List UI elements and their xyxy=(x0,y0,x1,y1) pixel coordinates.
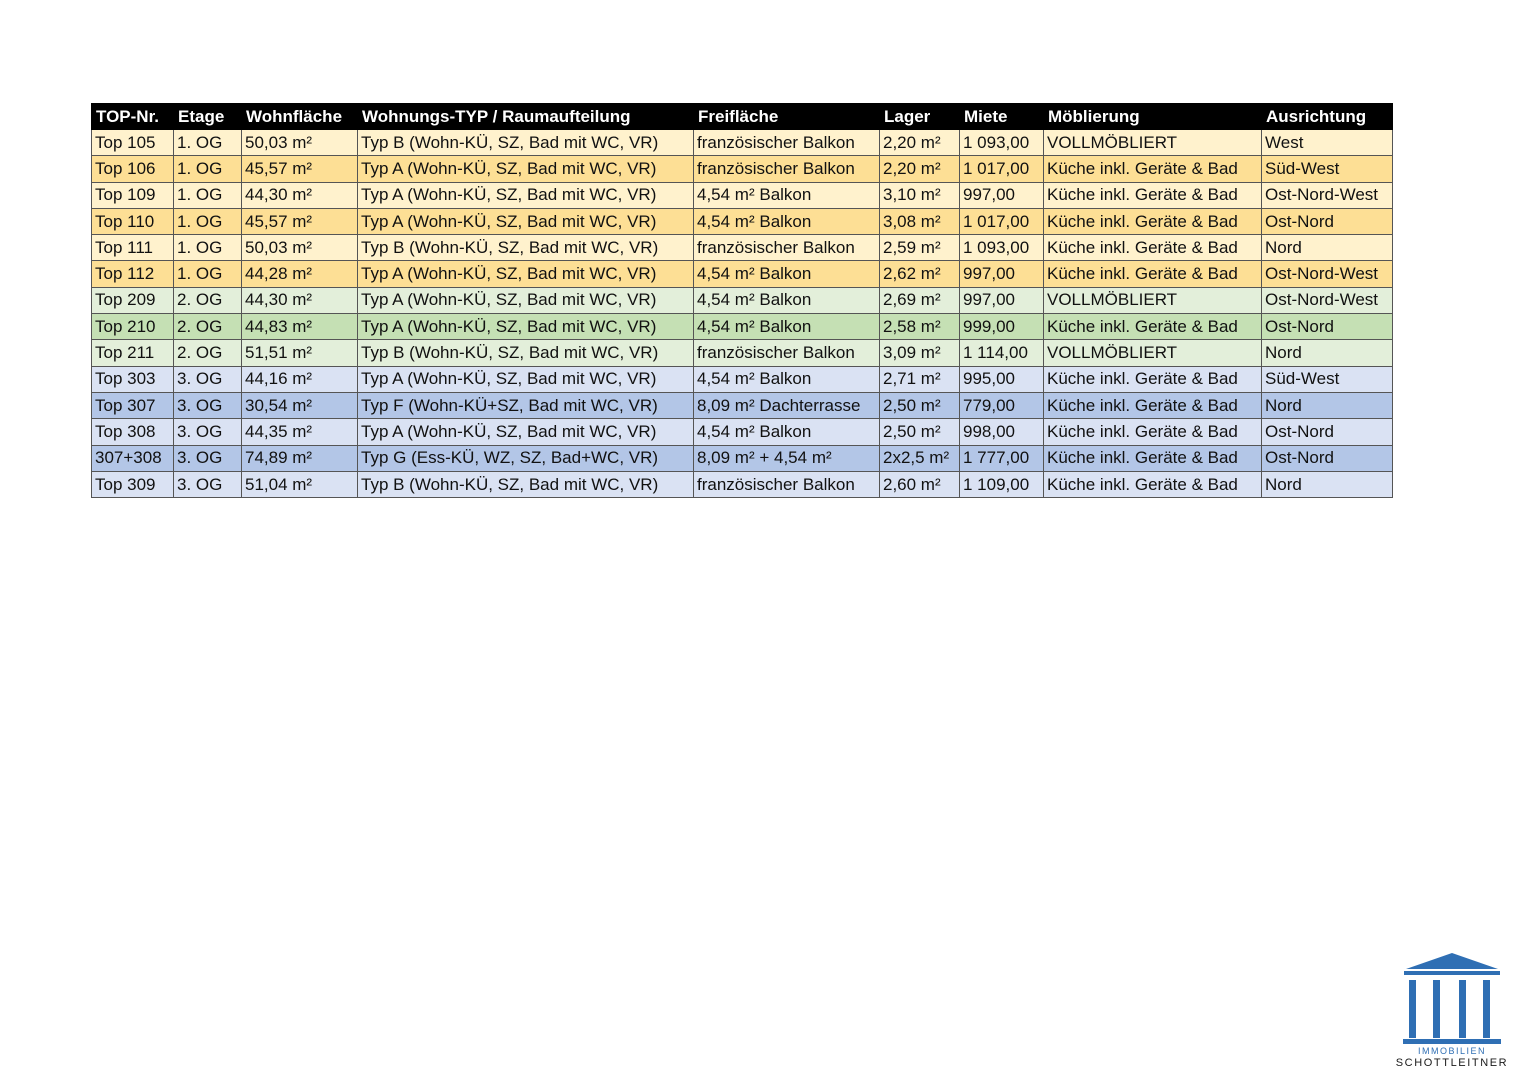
header-miete: Miete xyxy=(960,104,1044,130)
header-top-nr: TOP-Nr. xyxy=(92,104,174,130)
cell-ausrichtung: Ost-Nord-West xyxy=(1262,261,1393,287)
cell-freiflaeche: 4,54 m² Balkon xyxy=(694,208,880,234)
cell-etage: 1. OG xyxy=(174,261,242,287)
table-row xyxy=(92,392,1393,418)
table-row xyxy=(92,156,1393,182)
header-row xyxy=(92,104,1393,130)
table-row xyxy=(92,314,1393,340)
cell-top-nr: Top 109 xyxy=(92,182,174,208)
cell-wohnflaeche: 45,57 m² xyxy=(242,156,358,182)
cell-etage: 3. OG xyxy=(174,392,242,418)
cell-lager: 2,58 m² xyxy=(880,314,960,340)
table-row xyxy=(92,208,1393,234)
cell-ausrichtung: Nord xyxy=(1262,340,1393,366)
cell-moeblierung: Küche inkl. Geräte & Bad xyxy=(1044,235,1262,261)
table-row xyxy=(92,182,1393,208)
cell-miete: 997,00 xyxy=(960,182,1044,208)
header-ausrichtung: Ausrichtung xyxy=(1262,104,1393,130)
cell-etage: 2. OG xyxy=(174,287,242,313)
cell-wohnflaeche: 44,16 m² xyxy=(242,366,358,392)
cell-moeblierung: VOLLMÖBLIERT xyxy=(1044,130,1262,156)
cell-freiflaeche: 4,54 m² Balkon xyxy=(694,366,880,392)
cell-miete: 999,00 xyxy=(960,314,1044,340)
header-wohnflaeche: Wohnfläche xyxy=(242,104,358,130)
cell-miete: 1 017,00 xyxy=(960,156,1044,182)
cell-freiflaeche: 8,09 m² Dachterrasse xyxy=(694,392,880,418)
cell-freiflaeche: französischer Balkon xyxy=(694,340,880,366)
header-etage: Etage xyxy=(174,104,242,130)
cell-lager: 2,59 m² xyxy=(880,235,960,261)
cell-top-nr: Top 309 xyxy=(92,471,174,497)
cell-wohnungstyp: Typ A (Wohn-KÜ, SZ, Bad mit WC, VR) xyxy=(358,314,694,340)
table-row xyxy=(92,261,1393,287)
cell-lager: 2,50 m² xyxy=(880,392,960,418)
cell-ausrichtung: West xyxy=(1262,130,1393,156)
apartment-table xyxy=(91,103,1393,498)
cell-top-nr: 307+308 xyxy=(92,445,174,471)
cell-miete: 1 093,00 xyxy=(960,235,1044,261)
cell-lager: 2x2,5 m² xyxy=(880,445,960,471)
cell-top-nr: Top 112 xyxy=(92,261,174,287)
cell-ausrichtung: Ost-Nord xyxy=(1262,419,1393,445)
cell-wohnflaeche: 44,35 m² xyxy=(242,419,358,445)
cell-etage: 3. OG xyxy=(174,419,242,445)
cell-miete: 1 114,00 xyxy=(960,340,1044,366)
cell-wohnungstyp: Typ B (Wohn-KÜ, SZ, Bad mit WC, VR) xyxy=(358,130,694,156)
cell-wohnungstyp: Typ A (Wohn-KÜ, SZ, Bad mit WC, VR) xyxy=(358,261,694,287)
cell-etage: 1. OG xyxy=(174,208,242,234)
cell-lager: 2,20 m² xyxy=(880,156,960,182)
cell-etage: 3. OG xyxy=(174,445,242,471)
cell-etage: 1. OG xyxy=(174,182,242,208)
cell-wohnungstyp: Typ G (Ess-KÜ, WZ, SZ, Bad+WC, VR) xyxy=(358,445,694,471)
cell-top-nr: Top 308 xyxy=(92,419,174,445)
cell-wohnflaeche: 44,28 m² xyxy=(242,261,358,287)
cell-wohnflaeche: 44,30 m² xyxy=(242,287,358,313)
cell-freiflaeche: 4,54 m² Balkon xyxy=(694,261,880,287)
header-moeblierung: Möblierung xyxy=(1044,104,1262,130)
cell-lager: 2,62 m² xyxy=(880,261,960,287)
cell-ausrichtung: Nord xyxy=(1262,392,1393,418)
cell-wohnflaeche: 45,57 m² xyxy=(242,208,358,234)
cell-moeblierung: Küche inkl. Geräte & Bad xyxy=(1044,445,1262,471)
cell-moeblierung: Küche inkl. Geräte & Bad xyxy=(1044,182,1262,208)
logo-text-schottleitner: SCHOTTLEITNER xyxy=(1395,1057,1509,1069)
cell-etage: 2. OG xyxy=(174,314,242,340)
cell-wohnungstyp: Typ A (Wohn-KÜ, SZ, Bad mit WC, VR) xyxy=(358,182,694,208)
cell-miete: 997,00 xyxy=(960,261,1044,287)
cell-miete: 997,00 xyxy=(960,287,1044,313)
cell-top-nr: Top 303 xyxy=(92,366,174,392)
cell-top-nr: Top 111 xyxy=(92,235,174,261)
cell-freiflaeche: 4,54 m² Balkon xyxy=(694,182,880,208)
cell-top-nr: Top 209 xyxy=(92,287,174,313)
cell-wohnungstyp: Typ A (Wohn-KÜ, SZ, Bad mit WC, VR) xyxy=(358,156,694,182)
cell-moeblierung: Küche inkl. Geräte & Bad xyxy=(1044,208,1262,234)
cell-wohnflaeche: 44,83 m² xyxy=(242,314,358,340)
header-freiflaeche: Freifläche xyxy=(694,104,880,130)
cell-miete: 998,00 xyxy=(960,419,1044,445)
table-row xyxy=(92,130,1393,156)
cell-top-nr: Top 307 xyxy=(92,392,174,418)
cell-ausrichtung: Süd-West xyxy=(1262,156,1393,182)
cell-wohnungstyp: Typ F (Wohn-KÜ+SZ, Bad mit WC, VR) xyxy=(358,392,694,418)
table-row xyxy=(92,366,1393,392)
cell-miete: 1 017,00 xyxy=(960,208,1044,234)
cell-lager: 3,10 m² xyxy=(880,182,960,208)
cell-ausrichtung: Ost-Nord-West xyxy=(1262,287,1393,313)
cell-lager: 2,69 m² xyxy=(880,287,960,313)
cell-moeblierung: VOLLMÖBLIERT xyxy=(1044,287,1262,313)
cell-freiflaeche: 8,09 m² + 4,54 m² xyxy=(694,445,880,471)
cell-lager: 2,60 m² xyxy=(880,471,960,497)
cell-wohnungstyp: Typ A (Wohn-KÜ, SZ, Bad mit WC, VR) xyxy=(358,208,694,234)
cell-moeblierung: Küche inkl. Geräte & Bad xyxy=(1044,392,1262,418)
logo-text-immobilien: IMMOBILIEN xyxy=(1417,1046,1486,1056)
cell-wohnungstyp: Typ B (Wohn-KÜ, SZ, Bad mit WC, VR) xyxy=(358,235,694,261)
cell-lager: 2,20 m² xyxy=(880,130,960,156)
table-row xyxy=(92,471,1393,497)
cell-lager: 3,09 m² xyxy=(880,340,960,366)
cell-wohnflaeche: 44,30 m² xyxy=(242,182,358,208)
cell-freiflaeche: französischer Balkon xyxy=(694,156,880,182)
cell-moeblierung: Küche inkl. Geräte & Bad xyxy=(1044,314,1262,340)
cell-ausrichtung: Ost-Nord-West xyxy=(1262,182,1393,208)
cell-freiflaeche: französischer Balkon xyxy=(694,235,880,261)
header-wohnungstyp: Wohnungs-TYP / Raumaufteilung xyxy=(358,104,694,130)
cell-miete: 1 109,00 xyxy=(960,471,1044,497)
table-row xyxy=(92,419,1393,445)
cell-moeblierung: Küche inkl. Geräte & Bad xyxy=(1044,156,1262,182)
cell-wohnflaeche: 30,54 m² xyxy=(242,392,358,418)
cell-wohnflaeche: 50,03 m² xyxy=(242,235,358,261)
cell-wohnflaeche: 74,89 m² xyxy=(242,445,358,471)
table-row xyxy=(92,235,1393,261)
cell-wohnflaeche: 51,51 m² xyxy=(242,340,358,366)
cell-freiflaeche: französischer Balkon xyxy=(694,471,880,497)
cell-etage: 3. OG xyxy=(174,366,242,392)
cell-ausrichtung: Nord xyxy=(1262,471,1393,497)
table-row xyxy=(92,445,1393,471)
cell-freiflaeche: 4,54 m² Balkon xyxy=(694,314,880,340)
cell-wohnflaeche: 51,04 m² xyxy=(242,471,358,497)
cell-ausrichtung: Nord xyxy=(1262,235,1393,261)
cell-ausrichtung: Süd-West xyxy=(1262,366,1393,392)
cell-lager: 3,08 m² xyxy=(880,208,960,234)
cell-lager: 2,71 m² xyxy=(880,366,960,392)
cell-lager: 2,50 m² xyxy=(880,419,960,445)
cell-freiflaeche: 4,54 m² Balkon xyxy=(694,287,880,313)
cell-wohnungstyp: Typ A (Wohn-KÜ, SZ, Bad mit WC, VR) xyxy=(358,287,694,313)
cell-wohnungstyp: Typ A (Wohn-KÜ, SZ, Bad mit WC, VR) xyxy=(358,366,694,392)
cell-moeblierung: Küche inkl. Geräte & Bad xyxy=(1044,366,1262,392)
table-row xyxy=(92,287,1393,313)
cell-miete: 779,00 xyxy=(960,392,1044,418)
cell-top-nr: Top 211 xyxy=(92,340,174,366)
cell-etage: 2. OG xyxy=(174,340,242,366)
cell-ausrichtung: Ost-Nord xyxy=(1262,208,1393,234)
cell-miete: 1 093,00 xyxy=(960,130,1044,156)
table-body xyxy=(92,130,1393,498)
cell-moeblierung: Küche inkl. Geräte & Bad xyxy=(1044,471,1262,497)
table-row xyxy=(92,340,1393,366)
cell-freiflaeche: 4,54 m² Balkon xyxy=(694,419,880,445)
cell-ausrichtung: Ost-Nord xyxy=(1262,314,1393,340)
cell-wohnungstyp: Typ B (Wohn-KÜ, SZ, Bad mit WC, VR) xyxy=(358,340,694,366)
cell-moeblierung: Küche inkl. Geräte & Bad xyxy=(1044,419,1262,445)
cell-top-nr: Top 105 xyxy=(92,130,174,156)
cell-etage: 3. OG xyxy=(174,471,242,497)
cell-wohnungstyp: Typ A (Wohn-KÜ, SZ, Bad mit WC, VR) xyxy=(358,419,694,445)
cell-etage: 1. OG xyxy=(174,130,242,156)
cell-miete: 995,00 xyxy=(960,366,1044,392)
cell-moeblierung: VOLLMÖBLIERT xyxy=(1044,340,1262,366)
cell-top-nr: Top 106 xyxy=(92,156,174,182)
cell-ausrichtung: Ost-Nord xyxy=(1262,445,1393,471)
cell-top-nr: Top 210 xyxy=(92,314,174,340)
cell-etage: 1. OG xyxy=(174,156,242,182)
cell-miete: 1 777,00 xyxy=(960,445,1044,471)
cell-top-nr: Top 110 xyxy=(92,208,174,234)
cell-moeblierung: Küche inkl. Geräte & Bad xyxy=(1044,261,1262,287)
cell-wohnflaeche: 50,03 m² xyxy=(242,130,358,156)
cell-etage: 1. OG xyxy=(174,235,242,261)
cell-freiflaeche: französischer Balkon xyxy=(694,130,880,156)
cell-wohnungstyp: Typ B (Wohn-KÜ, SZ, Bad mit WC, VR) xyxy=(358,471,694,497)
header-lager: Lager xyxy=(880,104,960,130)
